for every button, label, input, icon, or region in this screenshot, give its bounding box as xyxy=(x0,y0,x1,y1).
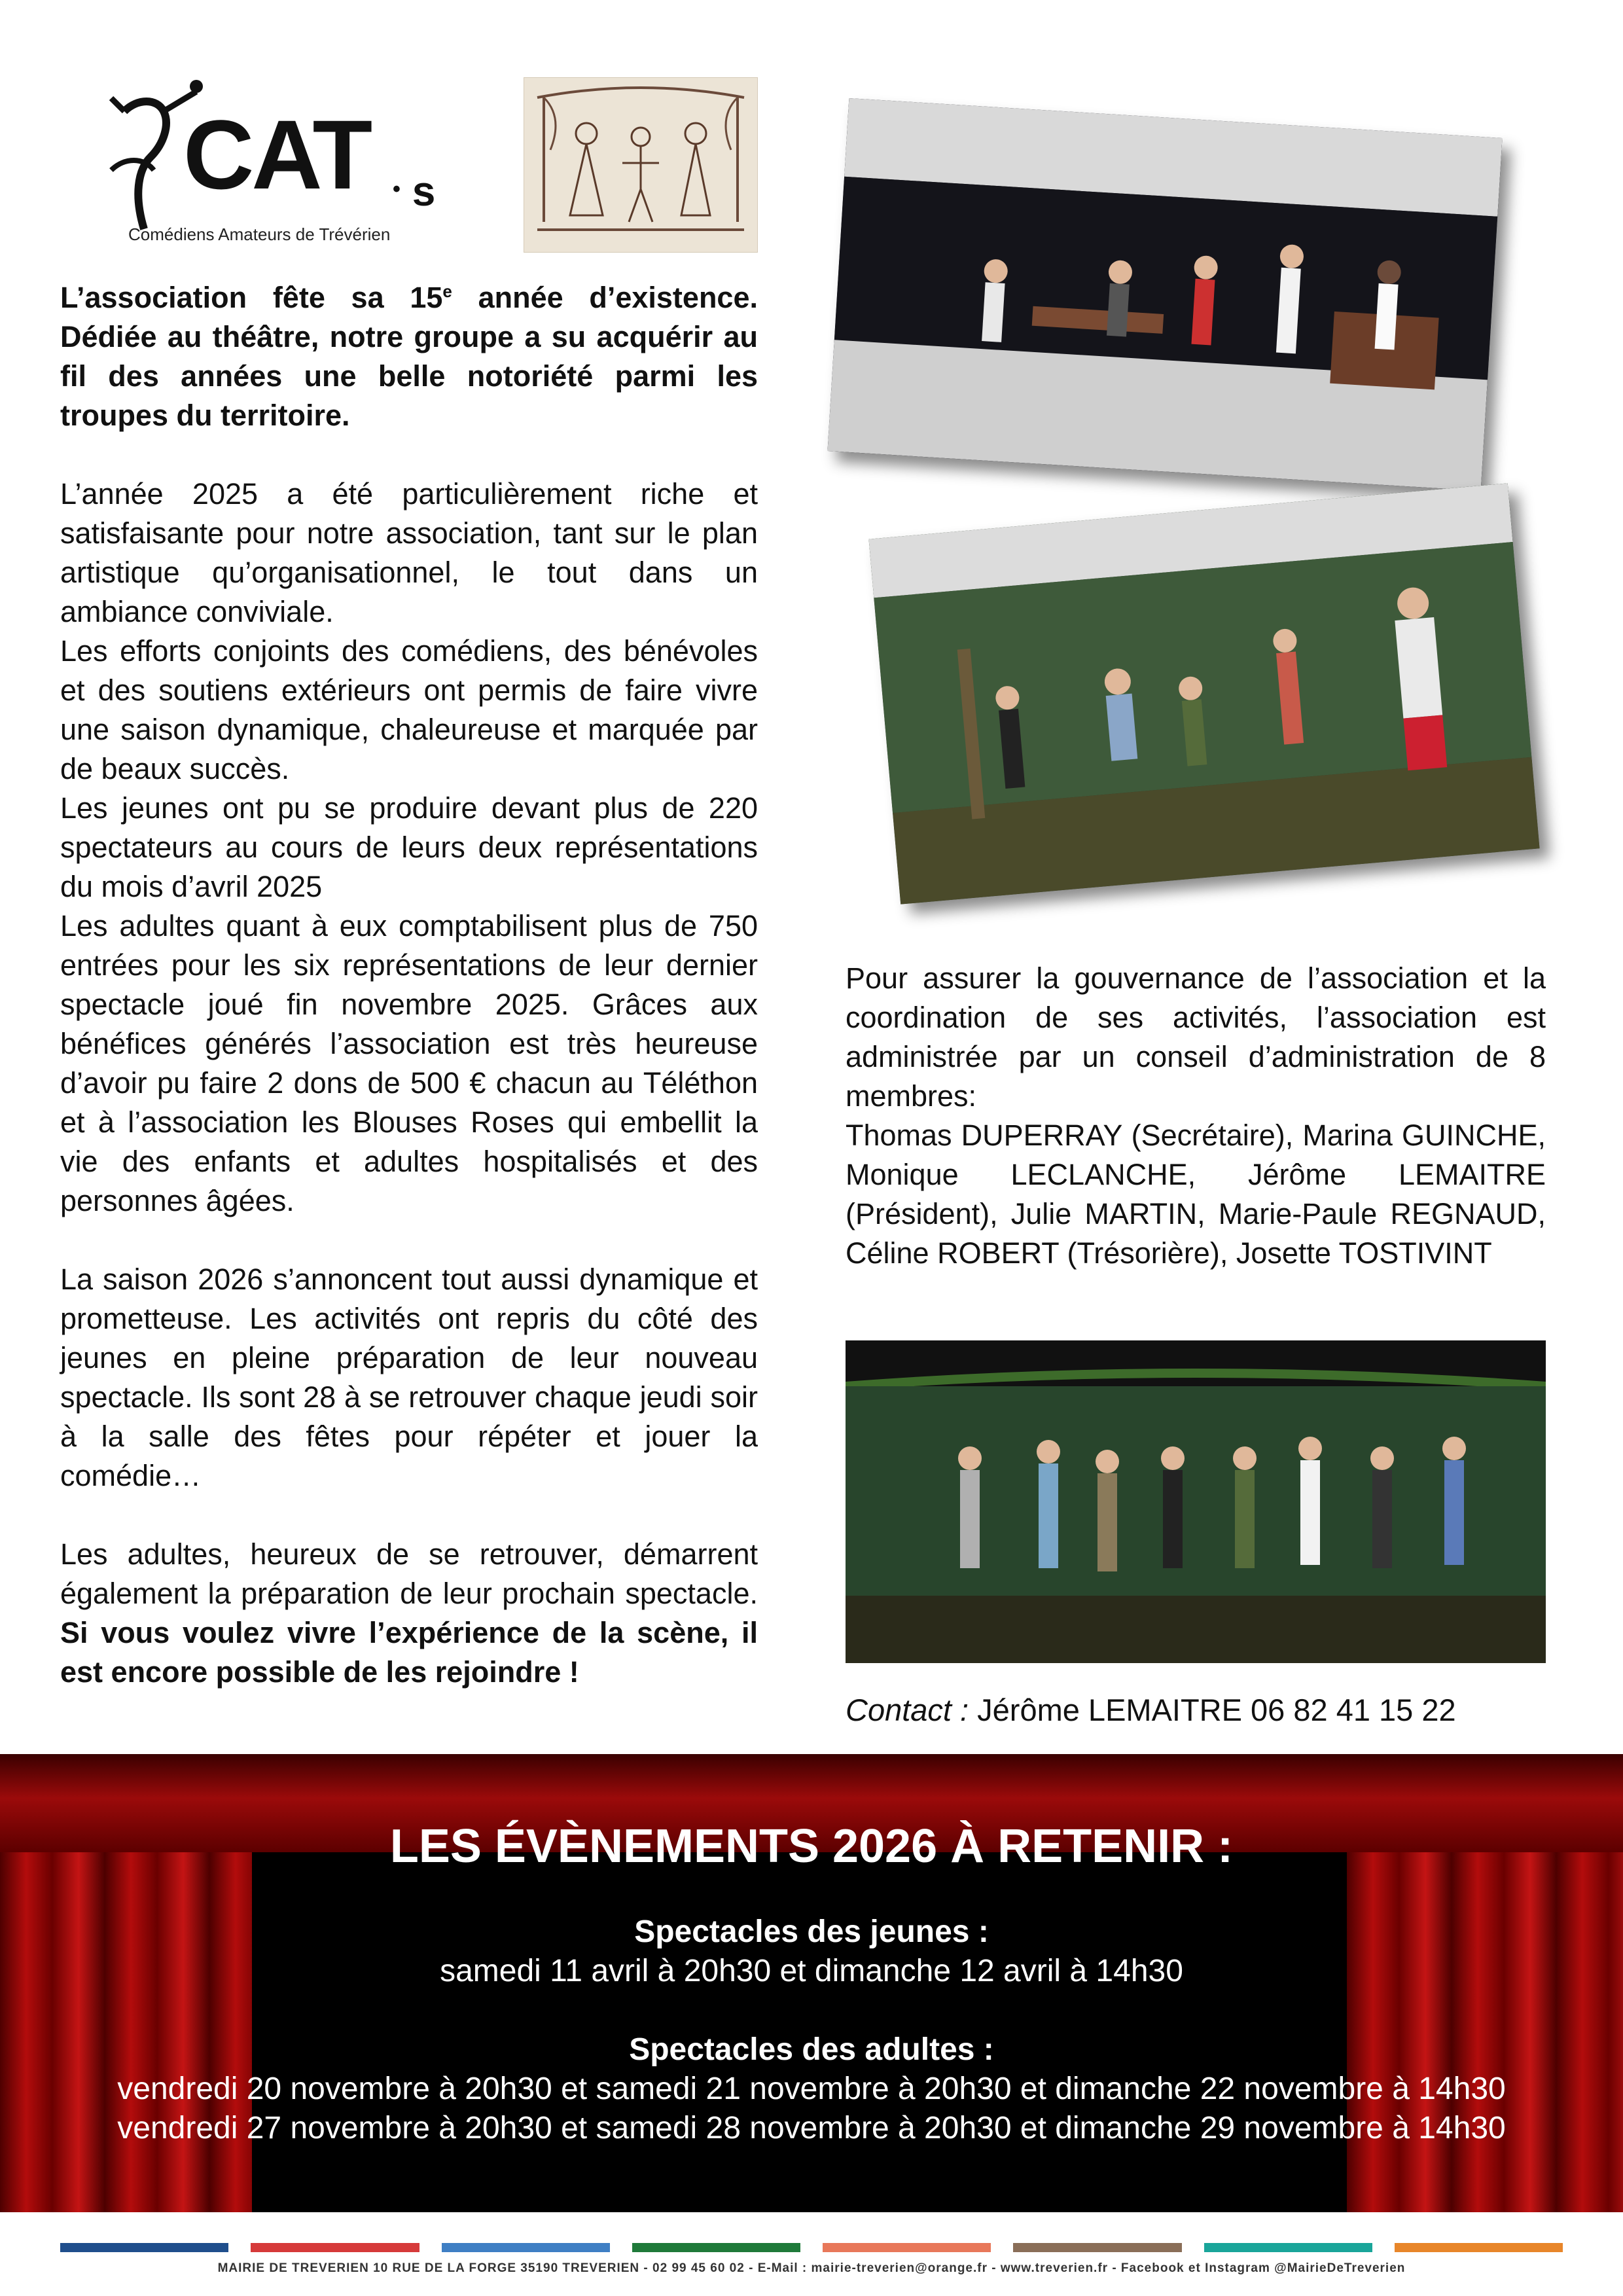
paragraph-adults: Les adultes quant à eux comptabilisent plus de 750 entrées pour les six représentations de leur dernier spectacle joué fin novembre 2025. Grâces aux bénéfices générés l’association est très heureuse d’avoir pu faire 2 dons de 500 € chacun au Téléthon et à l’association les Blouses Roses qui embellit la vie des enfants et adultes hospitalisés et des personnes âgées. xyxy=(60,909,758,1217)
footer-stripe-6 xyxy=(1013,2243,1181,2252)
theatre-figures-icon xyxy=(524,78,757,252)
events-block xyxy=(0,1820,1623,2148)
logo-wordmark: CAT xyxy=(183,99,370,209)
footer-stripe-4 xyxy=(632,2243,800,2252)
footer-contact: MAIRIE DE TREVERIEN 10 RUE DE LA FORGE 35190 TREVERIEN - 02 99 45 60 02 - E-Mail : mairie-treverien@orange.fr - www.treverien.fr - Facebook et Instagram @MairieDeTreverien xyxy=(217,2261,1406,2275)
adult-shows-dates-1: vendredi 20 novembre à 20h30 et samedi 21 novembre à 20h30 et dimanche 22 novembre à 14h30 xyxy=(117,2072,1506,2106)
footer-stripe-5 xyxy=(823,2243,991,2252)
logo-suffix-text: s xyxy=(412,168,436,215)
governance-paragraph: Pour assurer la gouvernance de l’association et la coordination de ses activités, l’association est administrée par un conseil d’administration de 8 membres: xyxy=(846,961,1546,1113)
paragraph-join xyxy=(60,1535,758,1692)
adult-shows-dates-2: vendredi 27 novembre à 20h30 et samedi 28 novembre à 20h30 et dimanche 29 novembre à 14h30 xyxy=(117,2111,1506,2145)
contact-value: Jérôme LEMAITRE 06 82 41 15 22 xyxy=(969,1693,1456,1727)
theatre-engraving-image xyxy=(524,77,758,253)
paragraph-youth: Les jeunes ont pu se produire devant plus de 220 spectateurs au cours de leurs deux représentations du mois d’avril 2025 xyxy=(60,791,758,903)
contact-label: Contact : xyxy=(846,1693,969,1727)
paragraph-2025-year: L’année 2025 a été particulièrement riche et satisfaisante pour notre association, tant sur le plan artistique qu’organisationnel, le tout dans un ambiance conviviale. xyxy=(60,477,758,628)
forest-scene-icon xyxy=(868,483,1539,904)
join-call-to-action: Si vous voulez vivre l’expérience de la scène, il est encore possible de les rejoindre ! xyxy=(60,1616,758,1689)
right-column xyxy=(846,959,1546,1273)
intro-text-a: L’association fête sa 15 xyxy=(60,281,443,314)
cast-bow-icon xyxy=(846,1340,1546,1663)
logo-subtitle: Comédiens Amateurs de Trévérien xyxy=(128,224,391,244)
footer-stripe-2 xyxy=(251,2243,419,2252)
intro-text-b: année d’existence. Dédiée au théâtre, notre groupe a su acquérir au fil des années une belle notoriété parmi les troupes du territoire. xyxy=(60,281,758,432)
logo-suffix: • s xyxy=(393,168,436,215)
stage-photo-cast xyxy=(846,1340,1546,1663)
intro-superscript: e xyxy=(442,281,452,301)
footer-stripe-8 xyxy=(1395,2243,1563,2252)
adult-shows-heading: Spectacles des adultes : xyxy=(629,2032,994,2067)
footer-color-stripes xyxy=(60,2243,1563,2252)
stage-photo-adults-forest xyxy=(868,483,1539,904)
stage-scene-icon xyxy=(827,98,1502,491)
left-column xyxy=(60,272,758,1731)
join-text: Les adultes, heureux de se retrouver, démarrent également la préparation de leur prochain spectacle. xyxy=(60,1537,758,1610)
youth-shows-heading: Spectacles des jeunes : xyxy=(634,1914,989,1949)
stage-photo-youth xyxy=(827,98,1502,491)
footer-stripe-3 xyxy=(442,2243,610,2252)
paragraph-season-2026: La saison 2026 s’annoncent tout aussi dynamique et prometteuse. Les activités ont repris du côté des jeunes en pleine préparation de leur nouveau spectacle. Ils sont 28 à se retrouver chaque jeudi soir à la salle des fêtes pour répéter et jouer la comédie… xyxy=(60,1263,758,1492)
events-banner xyxy=(0,1754,1623,2212)
youth-shows-dates: samedi 11 avril à 20h30 et dimanche 12 avril à 14h30 xyxy=(440,1954,1183,1988)
contact-line xyxy=(846,1692,1456,1728)
events-title: LES ÉVÈNEMENTS 2026 À RETENIR : xyxy=(389,1820,1234,1873)
intro-paragraph xyxy=(60,272,758,435)
footer-stripe-7 xyxy=(1204,2243,1372,2252)
footer-stripe-1 xyxy=(60,2243,228,2252)
paragraph-efforts: Les efforts conjoints des comédiens, des bénévoles et des soutiens extérieurs ont permis de faire vivre une saison dynamique, chaleureuse et marquée par de beaux succès. xyxy=(60,634,758,785)
board-members-paragraph: Thomas DUPERRAY (Secrétaire), Marina GUINCHE, Monique LECLANCHE, Jérôme LEMAITRE (Président), Julie MARTIN, Marie-Paule REGNAUD, Céline ROBERT (Trésorière), Josette TOSTIVINT xyxy=(846,1119,1546,1270)
